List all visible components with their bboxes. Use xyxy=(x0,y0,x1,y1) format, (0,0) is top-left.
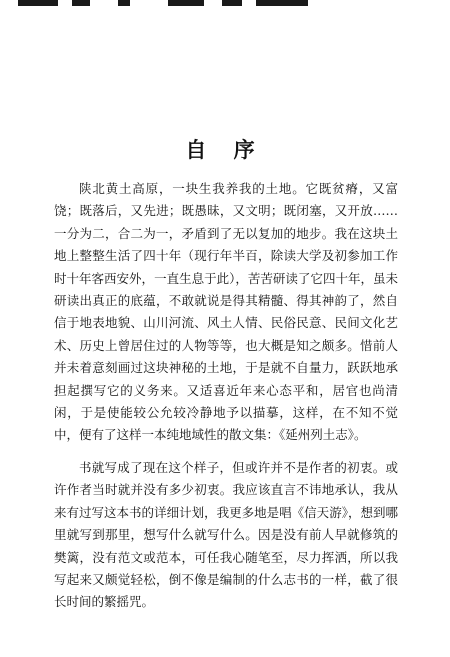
page-top-edge xyxy=(0,0,450,10)
top-edge-mark xyxy=(72,0,90,6)
preface-body xyxy=(54,178,398,614)
top-edge-mark xyxy=(256,0,308,6)
page-title: 自 序 xyxy=(185,137,265,163)
paragraph-2: 书就写成了现在这个样子，但或许并不是作者的初衷。或许作者当时就并没有多少初衷。我应该直言不讳地承认，我从来有过写这本书的详细计划，我更多地是唱《信天游》，想到哪里就写到那里，想写什么就写什么。因是没有前人早就修筑的樊篱，没有范文或范本，可任我心随笔至，尽力挥洒，所以我写起来又颇觉轻松，倒不像是编制的什么志书的一样，截了很长时间的繁摇咒。 xyxy=(54,459,398,610)
top-edge-mark xyxy=(18,0,58,6)
paragraph-gap xyxy=(54,447,398,457)
top-edge-mark xyxy=(222,0,242,6)
paragraph-1: 陕北黄土高原，一块生我养我的土地。它既贫瘠，又富饶；既落后，又先进；既愚昧，又文明；既闭塞，又开放……一分为二，合二为一，矛盾到了无以复加的地步。我在这块土地上整整生活了四十年（现行年半百，除读大学及初参加工作时十年客西安外，一直生息于此），苦苦研读了它四十年，虽未研读出真正的底蕴，不敢就说是得其精髓、得其神韵了，然自信于地表地貌、山川河流、风土人情、民俗民意、民间文化艺术、历史上曾居住过的人物等等，也大概是知之颇多。惜前人并未着意刻画过这块神秘的土地，于是就不自量力，跃跃地承担起撰写它的义务来。又适喜近年来心态平和，居官也尚清闲，于是使能较公允较冷静地予以描摹，这样，在不知不觉中，便有了这样一本纯地域性的散文集：《延州列土志》。 xyxy=(54,181,398,443)
top-edge-mark xyxy=(168,0,204,6)
top-edge-mark xyxy=(118,0,130,6)
